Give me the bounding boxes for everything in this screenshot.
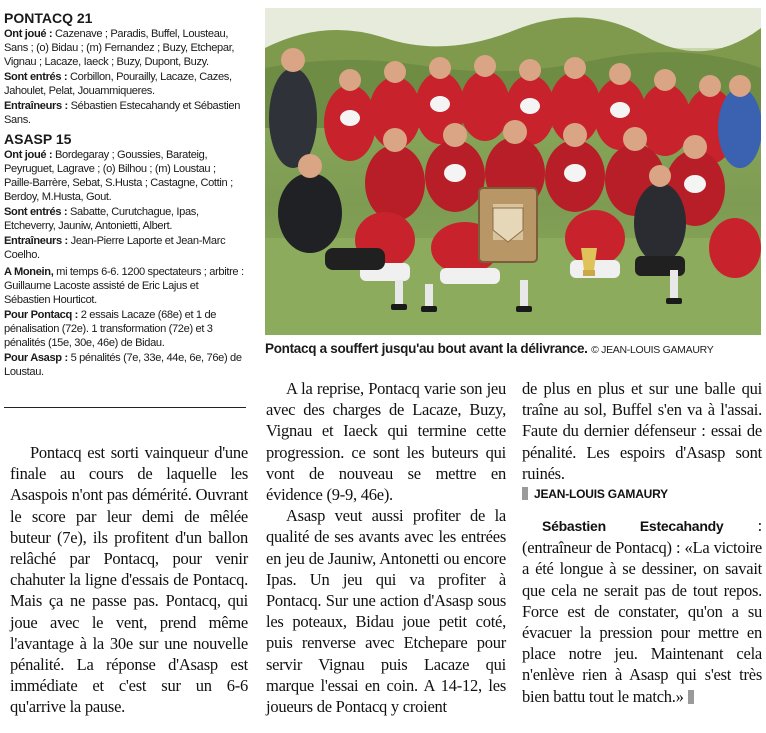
entry-label: Sont entrés : (4, 206, 68, 218)
entry-label: Entraîneurs : (4, 100, 68, 112)
entry-label: Entraîneurs : (4, 235, 68, 247)
photo-credit: © JEAN-LOUIS GAMAURY (591, 344, 714, 356)
article-paragraph: de plus en plus et sur une balle qui traîne au sol, Buffel s'en va à l'assai. Faute du dernier défenseur : essai de pénalité. Les espoirs d'Asasp sont ruinés. (522, 379, 762, 483)
article-column-2 (266, 378, 506, 717)
team-pontacq-block (4, 10, 246, 127)
team-title: ASASP 15 (4, 131, 72, 147)
coaches-entry (4, 99, 246, 127)
entry-label: Ont joué : (4, 28, 53, 40)
caption-text: Pontacq a souffert jusqu'au bout avant la délivrance. (265, 341, 588, 356)
author-byline (522, 485, 762, 503)
entry-text: Sébastien Estecahandy et Sébastien Sans. (4, 100, 241, 126)
square-bullet-icon (522, 487, 528, 500)
coach-quote (522, 515, 762, 707)
article-paragraph: Asasp veut aussi profiter de la qualité de ses avants avec les entrées en jeu de Jauniw, Antonetti ou encore Ipas. Un jeu qui va profiter à Pontacq. Sur une action d'Asasp sous les poteaux, Bidau joue petit coté, puis renverse avec Etchepare pour servir Vignau puis Lacaze qui marque l'essai en coin. A 14-12, les joueurs de Pontacq y croient (266, 506, 506, 717)
byline-name: JEAN-LOUIS GAMAURY (534, 487, 668, 502)
entry-text: 2 essais Lacaze (68e) et 1 de pénalisation (72e). 1 transformation (72e) et 3 pénalités (15e, 30e, 46e) de Bidau. (4, 309, 217, 349)
article-paragraph: Pontacq est sorti vainqueur d'une finale au cours de laquelle les Asaspois n'ont pas démérité. Ouvrant le score par leur demi de mêlée buteur (7e), ils profitent d'un ballon relâché par Pontacq, pour venir chahuter la ligne d'essais de Pontacq. Mais ça ne passe pas. Pontacq, qui joue avec le vent, prend même l'avantage à la 30e sur une nouvelle pénalité. La réponse d'Asasp est immédiate et c'est sur un 6-6 qu'arrive la pause. (10, 443, 248, 717)
entry-label: Pour Asasp : (4, 352, 68, 364)
entry-label: A Monein, (4, 266, 54, 278)
team-photo (265, 8, 761, 335)
lineup-entry (4, 148, 246, 204)
entry-text: mi temps 6-6. 1200 spectateurs ; arbitre : Guillaume Lacoste assisté de Eric Lajus et Sébastien Hourticot. (4, 266, 244, 306)
entry-text: Bordegaray ; Goussies, Barateig, Peyruguet, Lagrave ; (o) Bilhou ; (m) Loustau ; Paille-Barrère, Sebat, S.Husta ; Castagne, Cottin ; Berdoy, M.Husta, Gout. (4, 149, 233, 203)
article-column-1 (10, 442, 248, 718)
substitutes-entry (4, 205, 246, 233)
article-column-3 (522, 378, 762, 707)
match-info-block (4, 265, 246, 379)
entry-text: Sabatte, Curutchague, Ipas, Etcheverry, Jauniw, Antonietti, Albert. (4, 206, 199, 232)
entry-label: Sont entrés : (4, 71, 68, 83)
quote-speaker: Sébastien Estecahandy (542, 518, 724, 535)
pontacq-scorers-entry (4, 308, 246, 350)
asasp-scorers-entry (4, 351, 246, 379)
entry-text: Jean-Pierre Laporte et Jean-Marc Coelho. (4, 235, 226, 261)
coaches-entry (4, 234, 246, 262)
entry-text: 5 pénalités (7e, 33e, 44e, 6e, 76e) de Loustau. (4, 352, 242, 378)
entry-text: Corbillon, Pourailly, Lacaze, Cazes, Jahoulet, Pelat, Jouammiqueres. (4, 71, 232, 97)
team-asasp-block (4, 131, 246, 262)
match-sheet-sidebar (4, 10, 246, 408)
lineup-entry (4, 27, 246, 69)
entry-text: Cazenave ; Paradis, Buffel, Lousteau, Sans ; (o) Bidau ; (m) Fernandez ; Buzy, Etchepar, Vignau ; Lacaze, Iaeck ; Buzy, Dupont, Buzy. (4, 28, 235, 68)
entry-label: Ont joué : (4, 149, 53, 161)
photo-caption (265, 340, 765, 359)
entry-label: Pour Pontacq : (4, 309, 78, 321)
team-photo-illustration (265, 8, 761, 335)
quote-text: : (entraîneur de Pontacq) : «La victoire a été longue à se dessiner, on savait que cela ne serait pas de tout repos. Force est de constater, qu'on a su évacuer la pression pour mettre en place notre jeu. Maintenant cela n'enlève rien à Asasp qui s'est très bien battu tout le match.» (522, 516, 762, 706)
team-title: PONTACQ 21 (4, 10, 93, 26)
sidebar-divider (4, 407, 246, 408)
end-square-icon (688, 690, 694, 704)
venue-entry (4, 265, 246, 307)
article-paragraph: A la reprise, Pontacq varie son jeu avec des charges de Lacaze, Buzy, Vignau et Iaeck qui termine cette progression. ce sont les buteurs qui vont de nouveau se mettre en évidence (9-9, 46e). (266, 379, 506, 505)
substitutes-entry (4, 70, 246, 98)
